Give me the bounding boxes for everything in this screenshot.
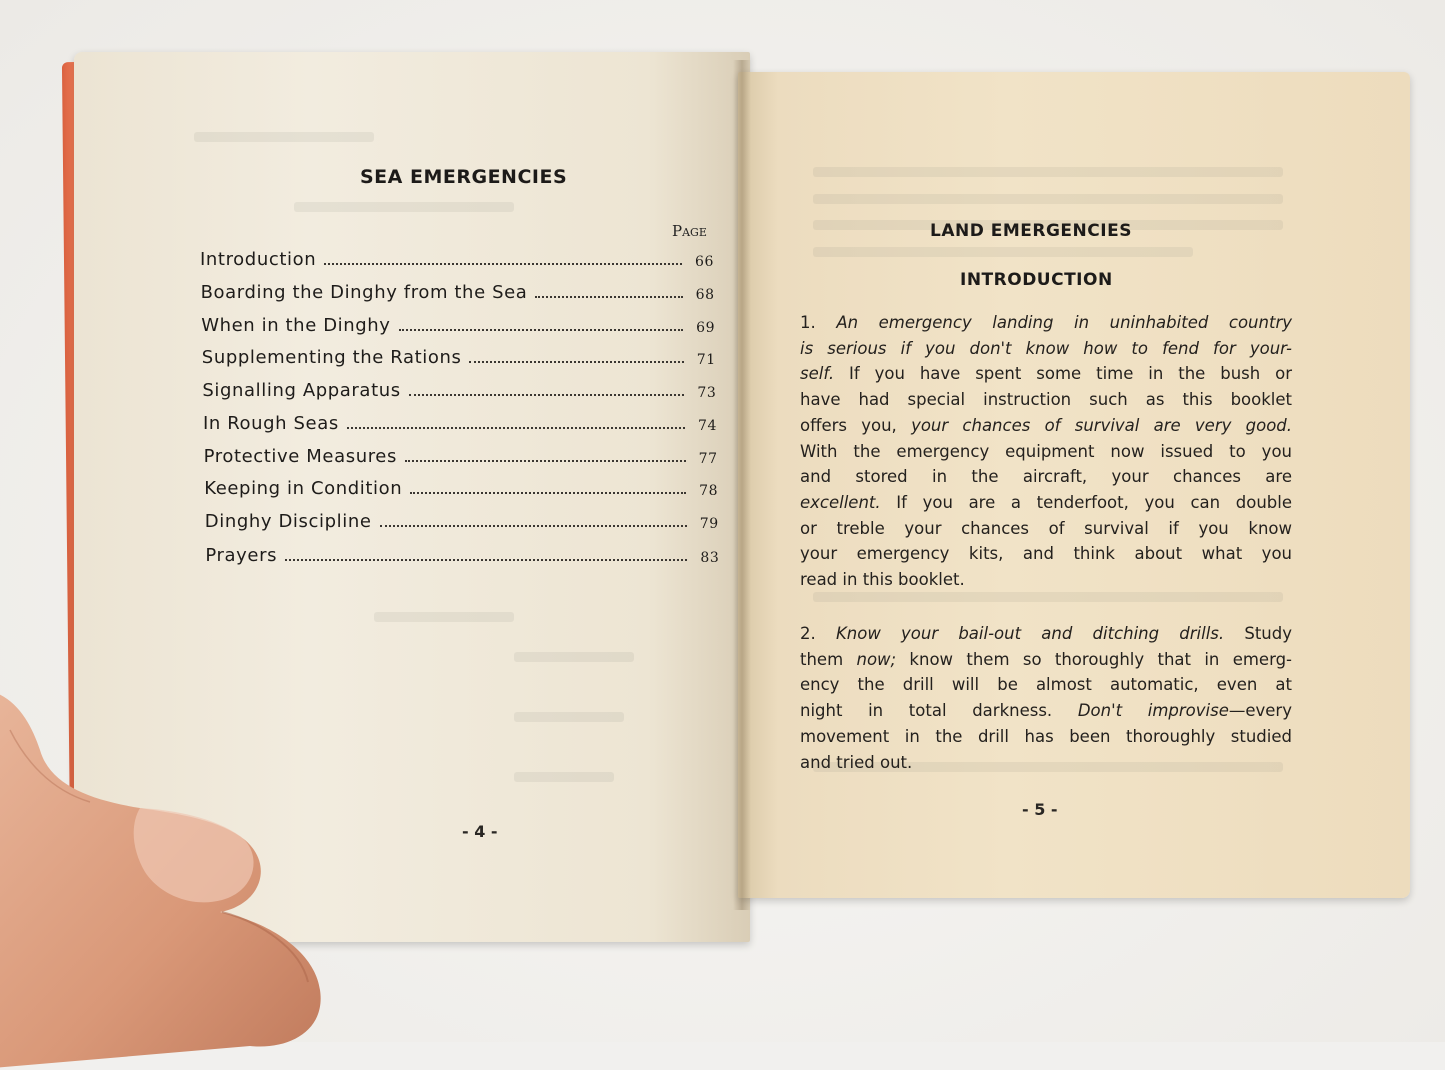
text: 2. xyxy=(800,624,836,643)
text: ency the drill will be almost automatic, even at xyxy=(800,675,1292,695)
toc-entry-page: 68 xyxy=(695,287,715,303)
toc-entry-page: 78 xyxy=(699,483,719,499)
toc-entry-page: 79 xyxy=(699,516,719,532)
section-title: LAND EMERGENCIES xyxy=(930,221,1132,241)
text: or treble your chances of survival if you know xyxy=(800,518,1292,538)
page-number-left: - 4 - xyxy=(462,822,498,841)
paragraph-line xyxy=(800,361,1292,387)
text: have had special instruction such as this booklet xyxy=(800,390,1292,410)
text: With the emergency equipment now issued to you xyxy=(800,441,1292,461)
book-gutter xyxy=(733,60,751,910)
toc-leader-dots xyxy=(410,492,686,494)
text: 1. xyxy=(800,313,837,332)
italic-text: now; xyxy=(856,649,897,669)
text: If you have spent some time in the bush or xyxy=(834,364,1292,384)
toc-entry-label: Protective Measures xyxy=(203,446,397,467)
text: If you are a tenderfoot, you can double xyxy=(880,492,1292,512)
toc-leader-dots xyxy=(405,460,686,462)
toc-title: SEA EMERGENCIES xyxy=(360,166,568,188)
italic-text: Know your bail-out and ditching drills. xyxy=(835,624,1225,643)
toc-entry xyxy=(205,540,719,566)
paragraph-line xyxy=(800,567,1292,593)
text: them xyxy=(800,649,857,669)
toc-entry-label: In Rough Seas xyxy=(203,413,339,434)
toc-leader-dots xyxy=(399,329,684,331)
paragraph-line xyxy=(800,490,1292,516)
text: Study xyxy=(1224,624,1292,643)
paragraph-line xyxy=(800,621,1292,647)
toc-entry-label: Keeping in Condition xyxy=(204,478,403,499)
toc-entry xyxy=(204,473,718,499)
italic-text: your chances of survival are very good. xyxy=(911,415,1293,435)
toc-leader-dots xyxy=(469,361,683,363)
toc-entry-label: Boarding the Dinghy from the Sea xyxy=(200,282,528,303)
toc-entry xyxy=(204,441,718,467)
hand-thumb xyxy=(0,690,350,1070)
toc-entry-page: 74 xyxy=(697,418,717,434)
toc-entry-page: 77 xyxy=(698,451,718,467)
toc-entry-label: When in the Dinghy xyxy=(201,315,391,336)
paragraph-line xyxy=(800,724,1292,750)
paragraph-line xyxy=(800,413,1292,439)
toc-entry xyxy=(200,244,714,270)
paragraph-line xyxy=(800,672,1292,698)
paragraph-line xyxy=(800,439,1292,465)
paragraph-1 xyxy=(800,310,1292,593)
paragraph-line xyxy=(800,750,1292,776)
paragraph-2 xyxy=(800,621,1292,775)
toc-leader-dots xyxy=(535,296,682,298)
paragraph-line xyxy=(800,310,1292,336)
paragraph-line xyxy=(800,336,1292,362)
text: night in total darkness. xyxy=(800,701,1078,721)
toc-entry-page: 69 xyxy=(696,320,716,336)
italic-text: self. xyxy=(800,364,835,384)
text: —every xyxy=(1228,701,1292,721)
toc-entry xyxy=(202,342,716,368)
paragraph-line xyxy=(800,387,1292,413)
paragraph-line xyxy=(800,647,1292,673)
toc-entry xyxy=(202,375,716,401)
italic-text: Don't improvise xyxy=(1077,701,1229,721)
paragraph-line xyxy=(800,541,1292,567)
paragraph-line xyxy=(800,516,1292,542)
text: movement in the drill has been thoroughly studied xyxy=(800,726,1292,746)
italic-text: excellent. xyxy=(800,492,881,512)
toc-entry xyxy=(201,310,715,336)
italic-text: is serious if you don't know how to fend for your- xyxy=(800,338,1292,358)
toc-page-column-label: Page xyxy=(672,222,707,240)
toc-entry-page: 73 xyxy=(697,385,717,401)
paragraph-line xyxy=(800,464,1292,490)
toc-entry-page: 71 xyxy=(696,352,716,368)
toc-entry-label: Supplementing the Rations xyxy=(201,347,462,368)
toc-entry xyxy=(203,408,717,434)
toc-entry-page: 83 xyxy=(700,550,720,566)
italic-text: An emergency landing in uninhabited country xyxy=(836,313,1292,332)
toc-entry-page: 66 xyxy=(694,254,714,270)
toc-leader-dots xyxy=(347,427,685,429)
text: offers you, xyxy=(800,415,912,435)
toc-entry-label: Introduction xyxy=(200,249,317,270)
toc-entry-label: Dinghy Discipline xyxy=(204,511,372,532)
text: know them so thoroughly that in emerg- xyxy=(896,649,1292,669)
toc-leader-dots xyxy=(285,559,687,561)
text: and tried out. xyxy=(800,752,913,772)
text: read in this booklet. xyxy=(800,570,965,590)
text: your emergency kits, and think about what you xyxy=(800,544,1292,564)
toc-leader-dots xyxy=(380,525,687,527)
toc-entry xyxy=(201,277,715,303)
toc-entry-label: Signalling Apparatus xyxy=(202,380,401,401)
toc-leader-dots xyxy=(324,263,682,265)
toc-entry-label: Prayers xyxy=(205,545,278,566)
page-number-right: - 5 - xyxy=(1022,800,1058,819)
paragraph-line xyxy=(800,698,1292,724)
toc-entry xyxy=(205,506,719,532)
text: and stored in the aircraft, your chances are xyxy=(800,467,1292,487)
toc-leader-dots xyxy=(409,394,685,396)
section-subtitle: INTRODUCTION xyxy=(960,270,1113,290)
